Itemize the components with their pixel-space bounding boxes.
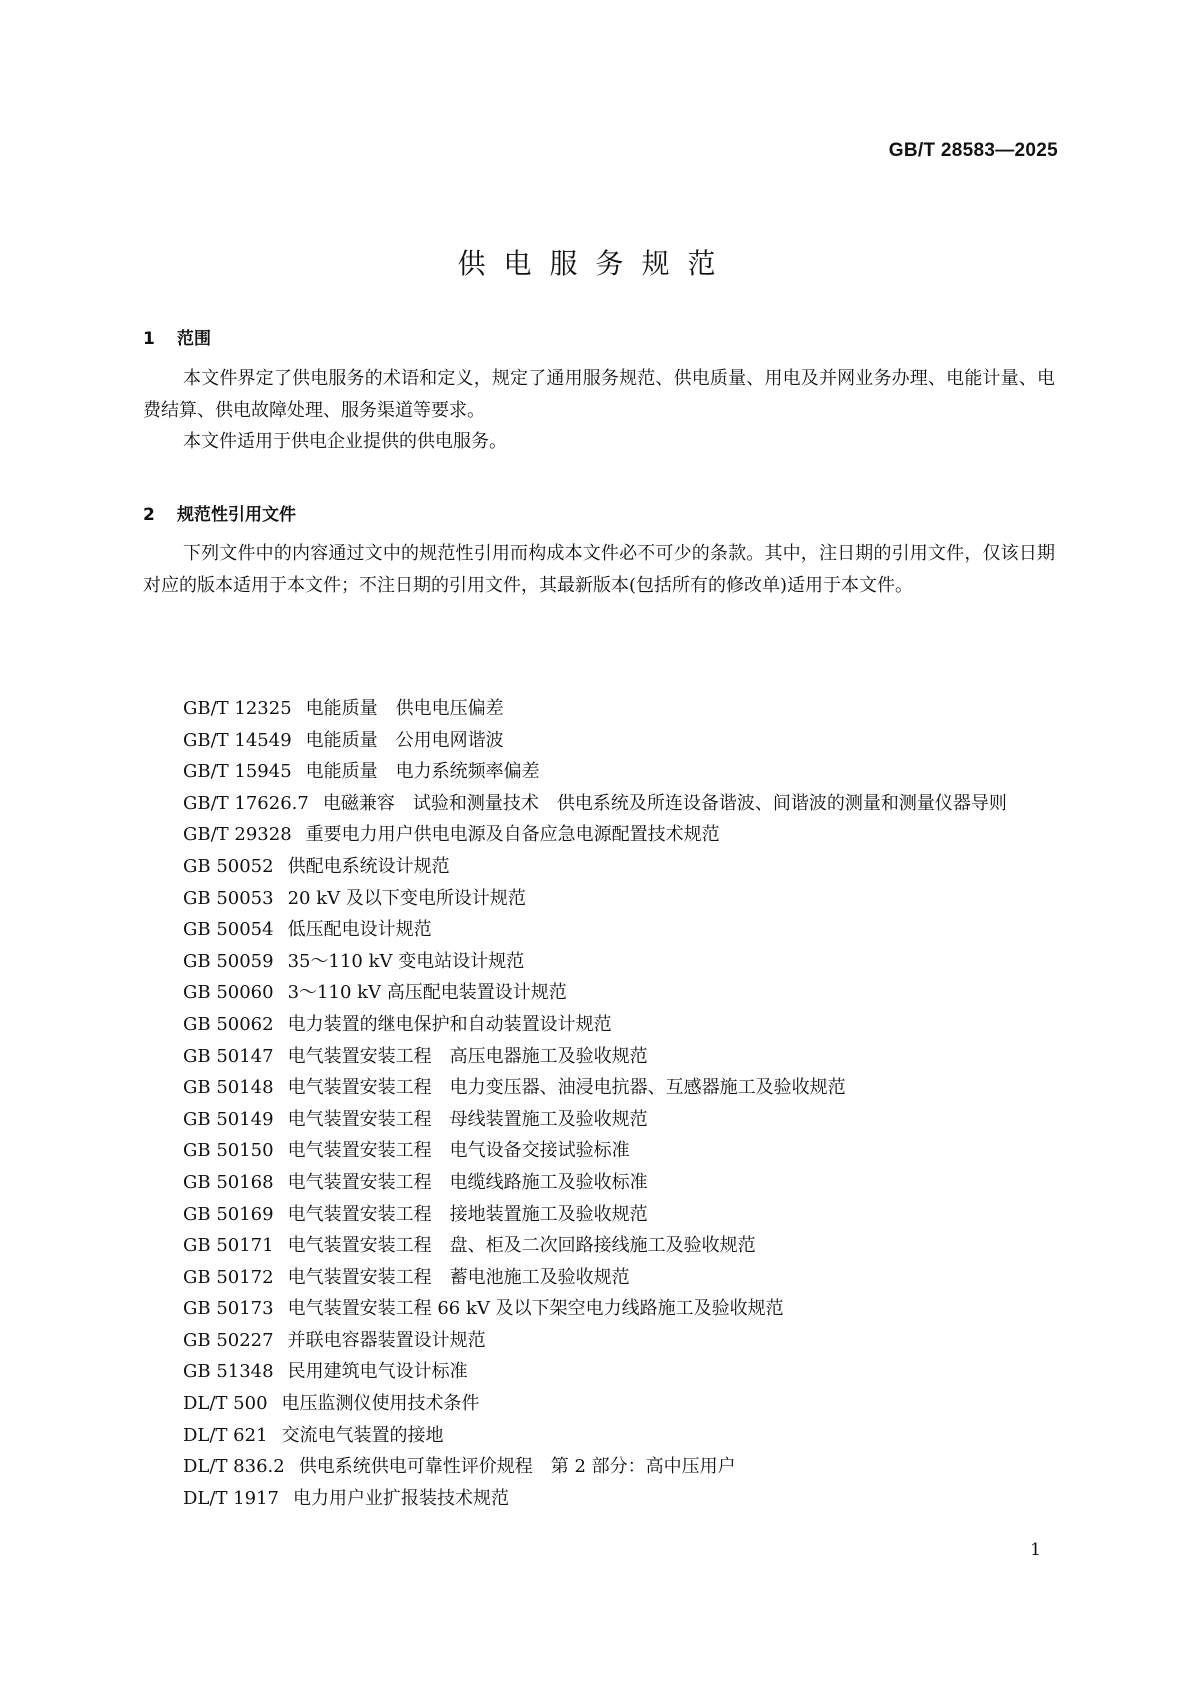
reference-title: 电磁兼容 试验和测量技术 供电系统及所连设备谐波、间谐波的测量和测量仪器导则	[322, 792, 1007, 814]
reference-title: 电能质量 公用电网谐波	[305, 729, 504, 751]
reference-title: 电气装置安装工程 蓄电池施工及验收规范	[287, 1266, 630, 1288]
reference-item	[143, 1199, 1055, 1231]
standard-code: GB/T 28583—2025	[888, 140, 1058, 161]
reference-code: GB 50147	[183, 1045, 274, 1067]
reference-code: GB 50052	[183, 855, 274, 877]
scope-paragraph: 本文件界定了供电服务的术语和定义，规定了通用服务规范、供电质量、用电及并网业务办理、电能计量、电费结算、供电故障处理、服务渠道等要求。	[143, 368, 1055, 421]
reference-item	[143, 1356, 1055, 1388]
normative-references-intro: 下列文件中的内容通过文中的规范性引用而构成本文件必不可少的条款。其中，注日期的引用文件，仅该日期对应的版本适用于本文件；不注日期的引用文件，其最新版本(包括所有的修改单)适用于本文件。	[143, 543, 1055, 596]
reference-title: 电气装置安装工程 母线装置施工及验收规范	[287, 1108, 648, 1130]
reference-title: 电力用户业扩报装技术规范	[293, 1487, 509, 1509]
reference-title: 35～110 kV 变电站设计规范	[287, 950, 525, 972]
reference-item	[143, 914, 1055, 946]
reference-title: 电气装置安装工程 接地装置施工及验收规范	[287, 1203, 648, 1225]
reference-title: 电气装置安装工程 电气设备交接试验标准	[287, 1140, 630, 1162]
reference-item	[143, 756, 1055, 788]
reference-item	[143, 946, 1055, 978]
reference-item	[143, 1325, 1055, 1357]
reference-item	[143, 977, 1055, 1009]
reference-title: 电气装置安装工程 电缆线路施工及验收标准	[287, 1171, 648, 1193]
reference-list	[143, 693, 1055, 1514]
reference-code: GB 51348	[183, 1361, 274, 1383]
reference-item	[143, 1009, 1055, 1041]
reference-item	[143, 1072, 1055, 1104]
reference-code: GB 50171	[183, 1235, 274, 1257]
reference-title: 电气装置安装工程 高压电器施工及验收规范	[287, 1045, 648, 1067]
clause-2-heading	[143, 500, 296, 525]
reference-title: 电能质量 供电电压偏差	[305, 698, 504, 719]
reference-item	[143, 1388, 1055, 1420]
reference-code: GB 50053	[183, 887, 274, 909]
reference-item	[143, 1293, 1055, 1325]
reference-code: GB 50062	[183, 1013, 274, 1035]
reference-code: GB 50059	[183, 950, 274, 972]
clause-1-heading	[143, 324, 211, 349]
clause-number: 2	[143, 505, 155, 525]
reference-item	[143, 1135, 1055, 1167]
reference-item	[143, 788, 1055, 820]
reference-item	[143, 693, 1055, 725]
reference-item	[143, 1451, 1055, 1483]
reference-item	[143, 725, 1055, 757]
reference-code: GB 50150	[183, 1140, 274, 1162]
reference-title: 电力装置的继电保护和自动装置设计规范	[287, 1013, 612, 1035]
reference-code: GB 50149	[183, 1108, 274, 1130]
reference-code: DL/T 1917	[183, 1487, 279, 1509]
reference-code: GB/T 15945	[183, 761, 292, 783]
reference-title: 供电系统供电可靠性评价规程 第 2 部分：高中压用户	[298, 1456, 736, 1478]
reference-item	[143, 1167, 1055, 1199]
reference-code: DL/T 836.2	[183, 1456, 285, 1478]
reference-title: 交流电气装置的接地	[281, 1424, 444, 1446]
reference-item	[143, 1483, 1055, 1515]
reference-title: 电压监测仪使用技术条件	[281, 1393, 480, 1415]
reference-title: 3～110 kV 高压配电装置设计规范	[287, 982, 567, 1004]
reference-code: GB 50054	[183, 919, 274, 941]
reference-code: GB/T 12325	[183, 698, 292, 719]
reference-title: 低压配电设计规范	[287, 919, 432, 941]
reference-code: GB 50172	[183, 1266, 274, 1288]
document-title: 供电服务规范	[457, 247, 734, 280]
reference-code: GB 50169	[183, 1203, 274, 1225]
reference-title: 供配电系统设计规范	[287, 855, 450, 877]
reference-title: 电气装置安装工程 66 kV 及以下架空电力线路施工及验收规范	[287, 1298, 784, 1320]
reference-item	[143, 1041, 1055, 1073]
reference-title: 重要电力用户供电电源及自备应急电源配置技术规范	[305, 824, 720, 846]
reference-title: 民用建筑电气设计标准	[287, 1361, 468, 1383]
reference-code: GB 50060	[183, 982, 274, 1004]
reference-item	[143, 1104, 1055, 1136]
reference-code: GB 50173	[183, 1298, 274, 1320]
reference-code: DL/T 500	[183, 1393, 268, 1415]
reference-code: GB/T 29328	[183, 824, 292, 846]
applicability-paragraph: 本文件适用于供电企业提供的供电服务。	[183, 431, 507, 452]
reference-code: GB 50148	[183, 1077, 274, 1099]
reference-item	[143, 851, 1055, 883]
reference-title: 电能质量 电力系统频率偏差	[305, 761, 540, 783]
reference-code: GB 50227	[183, 1329, 274, 1351]
reference-title: 20 kV 及以下变电所设计规范	[287, 887, 526, 909]
reference-item	[143, 1420, 1055, 1452]
reference-item	[143, 819, 1055, 851]
reference-item	[143, 1230, 1055, 1262]
reference-code: DL/T 621	[183, 1424, 268, 1446]
page-number: 1	[1030, 1540, 1041, 1560]
reference-item	[143, 1262, 1055, 1294]
reference-title: 电气装置安装工程 盘、柜及二次回路接线施工及验收规范	[287, 1235, 756, 1257]
reference-code: GB 50168	[183, 1171, 274, 1193]
reference-title: 电气装置安装工程 电力变压器、油浸电抗器、互感器施工及验收规范	[287, 1077, 846, 1099]
clause-title: 规范性引用文件	[177, 505, 296, 525]
reference-item	[143, 883, 1055, 915]
reference-code: GB/T 14549	[183, 729, 292, 751]
clause-number: 1	[143, 329, 155, 349]
clause-title: 范围	[177, 329, 211, 349]
reference-title: 并联电容器装置设计规范	[287, 1329, 486, 1351]
reference-code: GB/T 17626.7	[183, 792, 309, 814]
